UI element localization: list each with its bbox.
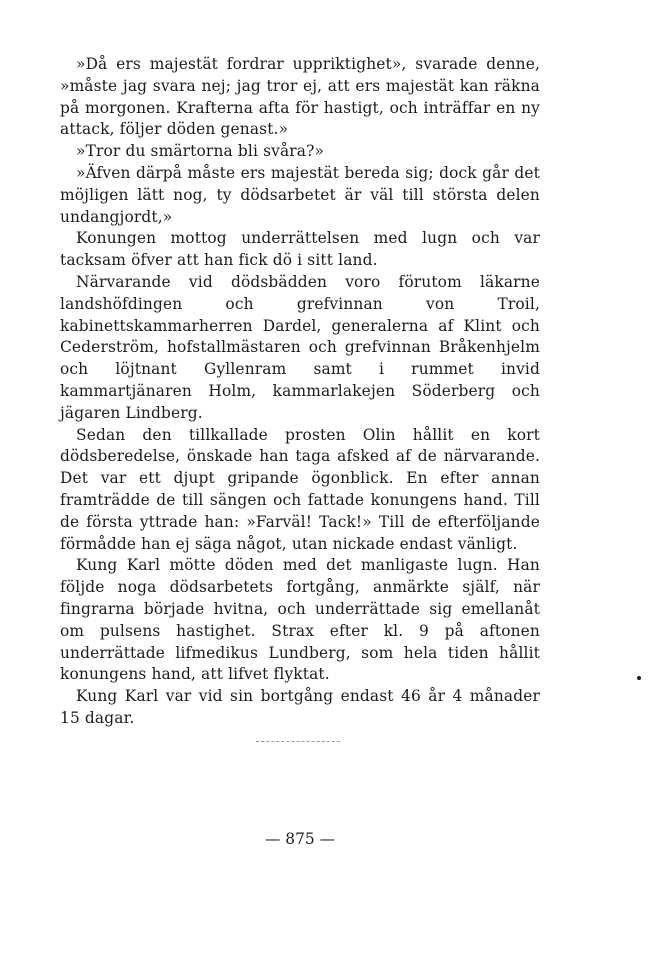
section-divider <box>256 741 340 742</box>
page-number: — 875 — <box>265 830 335 848</box>
paragraph-3: »Äfven därpå måste ers majestät bereda sig; dock går det möjligen lätt nog, ty dödsarbetet är väl till största delen undangjordt,» <box>60 163 540 226</box>
paragraph-1: »Då ers majestät fordrar uppriktighet», svarade denne, »måste jag svara nej; jag tror ej, att ers majestät kan räkna på morgonen. Krafterna afta för hastigt, och inträffar en ny attack, följer döden genast.» <box>60 55 540 139</box>
paragraph-6: Sedan den tillkallade prosten Olin hållit en kort dödsberedelse, önskade han taga afsked af de närvarande. Det var ett djupt gripande ögonblick. En efter annan framträdde de till sängen och fattade konungens hand. Till de första yttrade han: »Farväl! Tack!» Till de efterföljande förmådde han ej säga något, utan nickade endast vänligt. <box>60 425 540 553</box>
body-text <box>60 54 540 730</box>
paragraph-4: Konungen mottog underrättelsen med lugn och var tacksam öfver att han fick dö i sitt land. <box>60 229 540 270</box>
paragraph-5: Närvarande vid dödsbädden voro förutom läkarne landshöfdingen och grefvinnan von Troil, kabinettskammarherren Dardel, generalerna af Klint och Cederström, hofstallmästaren och grefvinnan Bråkenhjelm och löjtnant Gyllenram samt i rummet invid kammartjänaren Holm, kammarlakejen Söderberg och jägaren Lindberg. <box>60 272 540 422</box>
paragraph-8: Kung Karl var vid sin bortgång endast 46 år 4 månader 15 dagar. <box>60 687 540 727</box>
paragraph-2: »Tror du smärtorna bli svåra?» <box>76 142 325 161</box>
ink-speck <box>637 676 641 680</box>
paragraph-7: Kung Karl mötte döden med det manligaste lugn. Han följde noga dödsarbetets fortgång, anmärkte själf, när fingrarna började hvitna, och underrättade sig emellanåt om pulsens hastighet. Strax efter kl. 9 på aftonen underrättade lifmedikus Lundberg, som hela tiden hållit konungens hand, att lifvet flyktat. <box>60 556 540 684</box>
